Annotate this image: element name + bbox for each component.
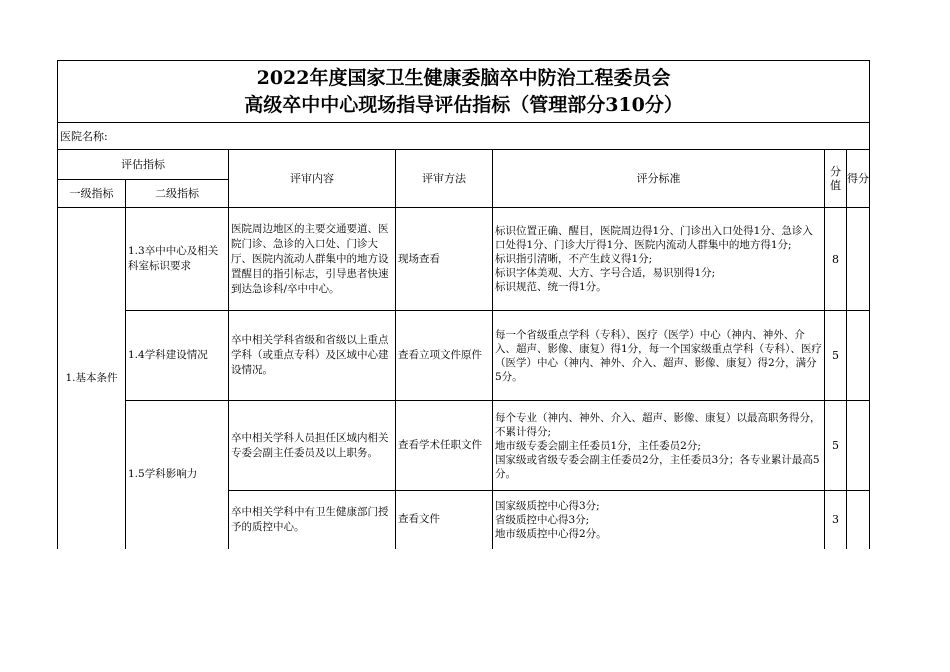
criteria-line: 地市级质控中心得2分。: [495, 527, 607, 540]
criteria-line: 每一个省级重点学科（专科）、医疗（医学）中心（神内、神外、介入、超声、影像、康复）得1分，每一个国家级重点学科（专科）、医疗（医学）中心（神内、神外、介入、超声、影像、康复）得2分，满分5分。: [495, 328, 822, 383]
table-row: [58, 311, 870, 401]
header-level1: 一级指标: [58, 180, 126, 208]
hospital-row: [58, 123, 870, 150]
header-row-1: [58, 150, 870, 180]
score-input-cell[interactable]: [847, 401, 870, 491]
criteria-cell: [493, 491, 825, 549]
document-title: [58, 61, 870, 123]
header-evaluation-indicators: 评估指标: [58, 150, 229, 180]
criteria-line: 每个专业（神内、神外、介入、超声、影像、康复）以最高职务得分，不累计得分;: [495, 411, 821, 438]
level1-cell: 1.基本条件: [58, 208, 126, 549]
evaluation-sheet: [57, 60, 869, 549]
method-cell: 现场查看: [396, 208, 493, 311]
header-method: 评审方法: [396, 150, 493, 208]
score-input-cell[interactable]: [847, 208, 870, 311]
criteria-line: 国家级质控中心得3分;: [495, 499, 600, 512]
criteria-line: 国家级或省级专委会副主任委员2分，主任委员3分；各专业累计最高5分。: [495, 453, 820, 480]
evaluation-table: [57, 60, 870, 549]
score-input-cell[interactable]: [847, 311, 870, 401]
table-row: [58, 208, 870, 311]
points-cell: 5: [825, 311, 847, 401]
hospital-name-label: 医院名称:: [58, 123, 870, 150]
content-cell: 医院周边地区的主要交通要道、医院门诊、急诊的入口处、门诊大厅、医院内流动人群集中的地方设置醒目的指引标志，引导患者快速到达急诊科/卒中中心。: [229, 208, 396, 311]
criteria-line: 标识字体美观、大方、字号合适，易识别得1分;: [495, 267, 716, 279]
criteria-line: 省级质控中心得3分;: [495, 513, 590, 526]
header-content: 评审内容: [229, 150, 396, 208]
level2-cell: 1.5学科影响力: [126, 401, 229, 549]
level2-cell: 1.3卒中中心及相关科室标识要求: [126, 208, 229, 311]
level2-cell: 1.4学科建设情况: [126, 311, 229, 401]
criteria-line: 地市级专委会副主任委员1分，主任委员2分;: [495, 439, 701, 452]
method-cell: 查看文件: [396, 491, 493, 549]
method-cell: 查看立项文件原件: [396, 311, 493, 401]
points-cell: 3: [825, 491, 847, 549]
header-score: 得分: [847, 150, 870, 208]
header-points: 分值: [825, 150, 847, 208]
method-cell: 查看学术任职文件: [396, 401, 493, 491]
title-line-2: 高级卒中中心现场指导评估指标（管理部分310分）: [244, 94, 683, 116]
content-cell: 卒中相关学科中有卫生健康部门授予的质控中心。: [229, 491, 396, 549]
criteria-cell: [493, 208, 825, 311]
criteria-line: 标识位置正确、醒目，医院周边得1分、门诊出入口处得1分、急诊入口处得1分、门诊大厅得1分、医院内流动人群集中的地方得1分;: [495, 225, 813, 251]
title-row: [58, 61, 870, 123]
header-criteria: 评分标准: [493, 150, 825, 208]
criteria-line: 标识规范、统一得1分。: [495, 281, 607, 293]
title-line-1: 2022年度国家卫生健康委脑卒中防治工程委员会: [256, 67, 671, 89]
content-cell: 卒中相关学科省级和省级以上重点学科（或重点专科）及区域中心建设情况。: [229, 311, 396, 401]
criteria-cell: [493, 311, 825, 401]
score-input-cell[interactable]: [847, 491, 870, 549]
criteria-line: 标识指引清晰，不产生歧义得1分;: [495, 253, 653, 265]
points-cell: 8: [825, 208, 847, 311]
points-cell: 5: [825, 401, 847, 491]
table-row: [58, 401, 870, 491]
header-level2: 二级指标: [126, 180, 229, 208]
content-cell: 卒中相关学科人员担任区域内相关专委会副主任委员及以上职务。: [229, 401, 396, 491]
criteria-cell: [493, 401, 825, 491]
